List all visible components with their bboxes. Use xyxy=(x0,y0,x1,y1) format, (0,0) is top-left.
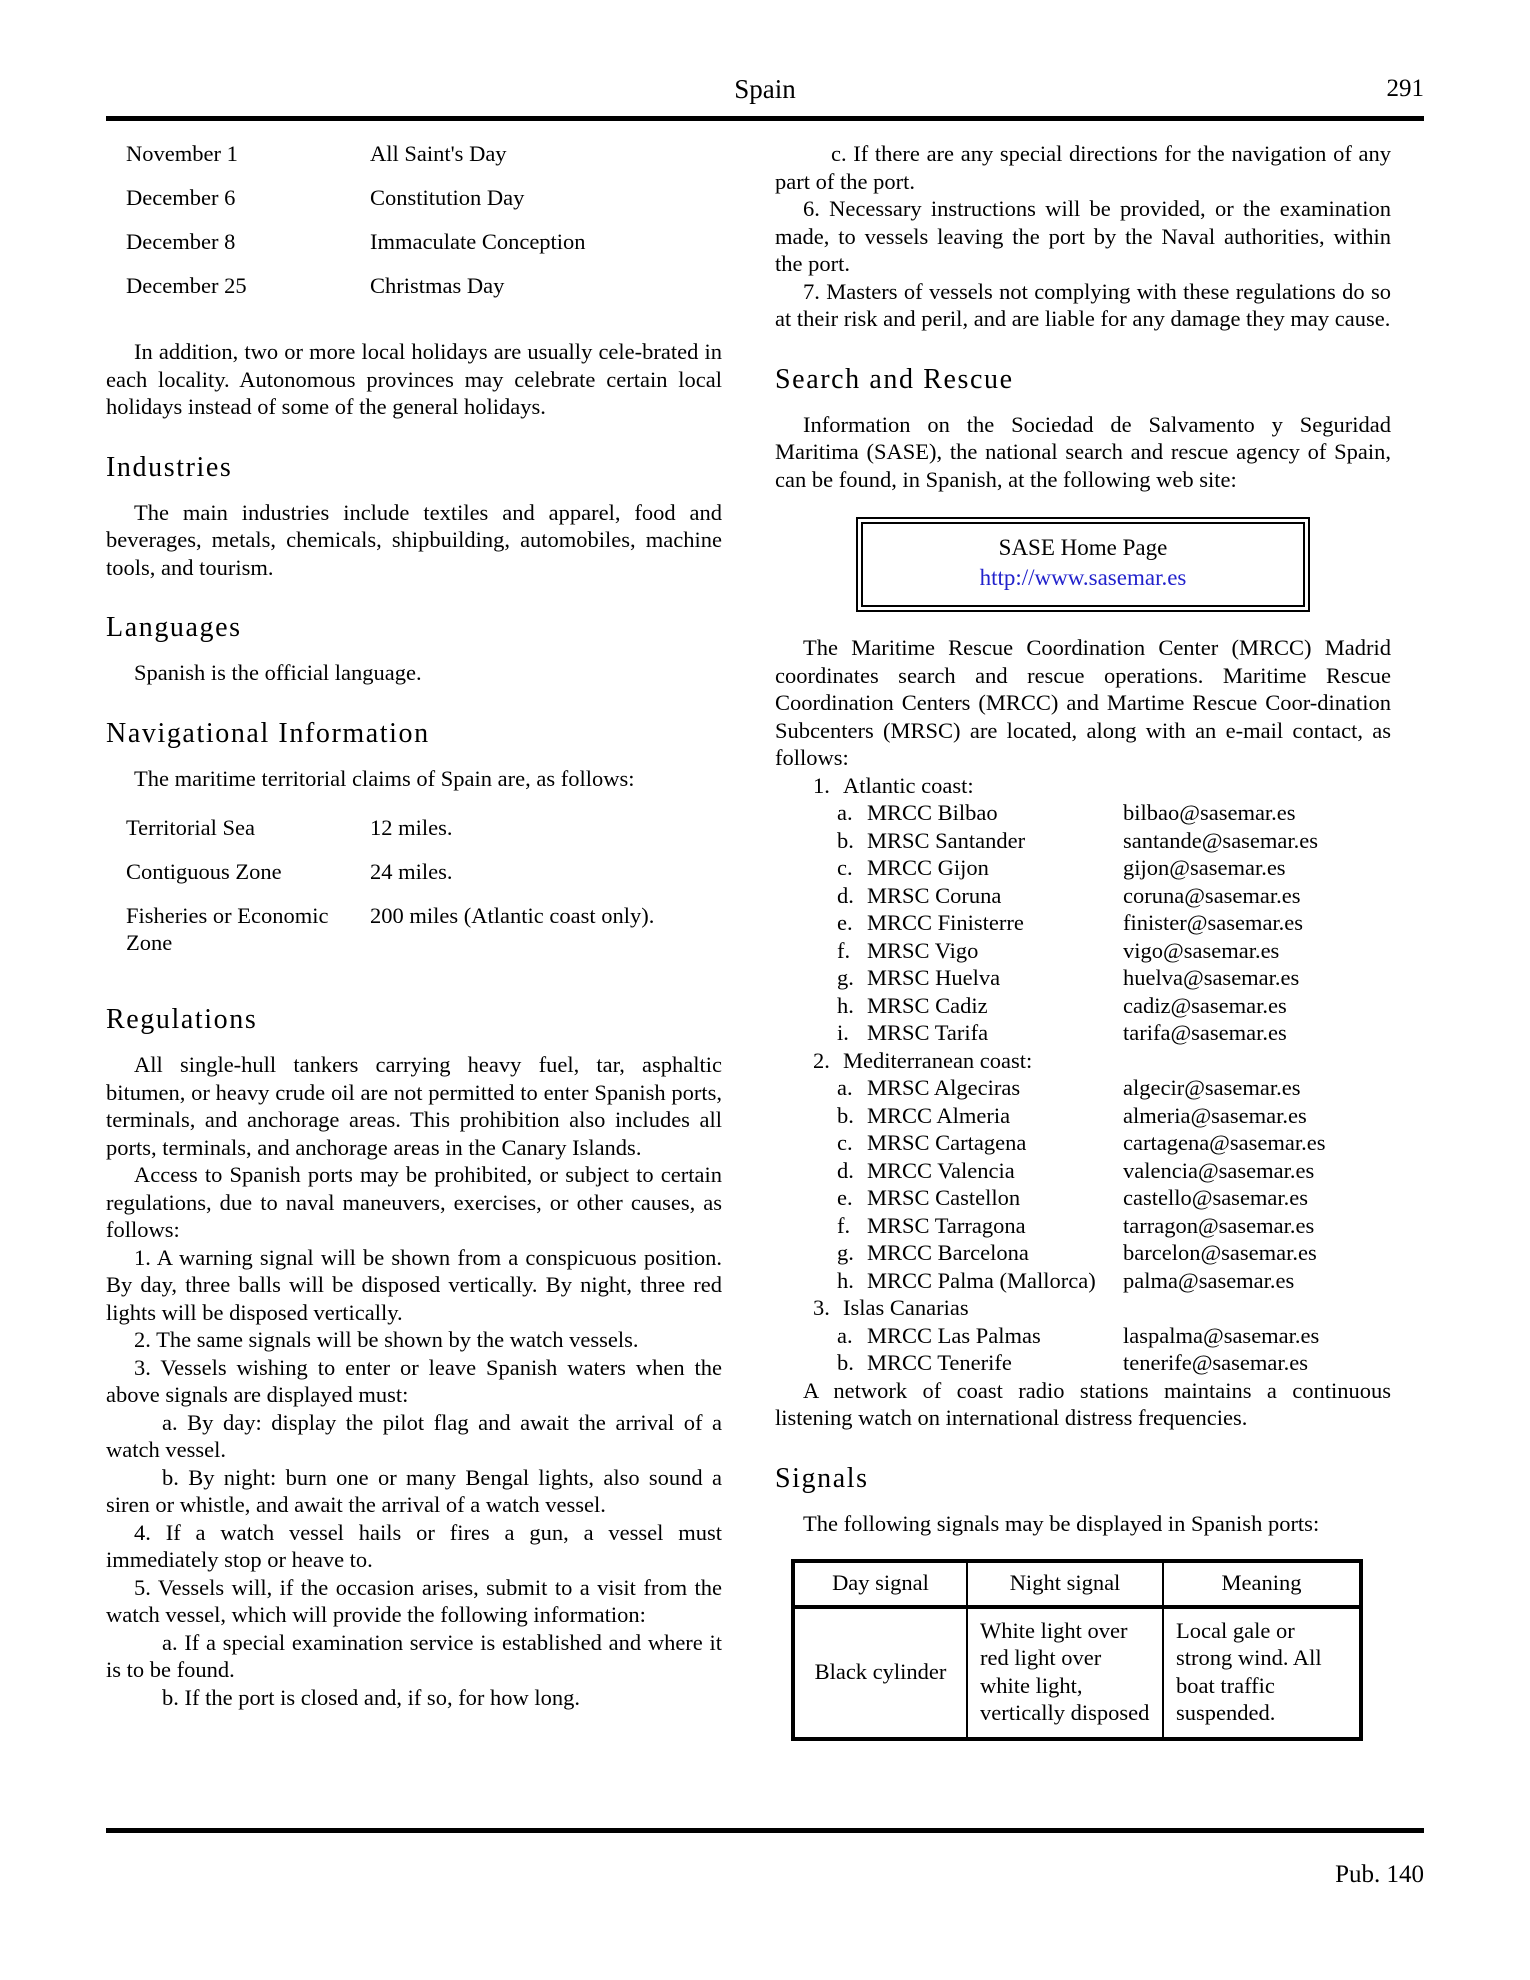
mrcc-intro-paragraph: The Maritime Rescue Coordination Center (MRCC) Madrid coordinates search and rescue operations. Maritime Rescue Coordination Centers (MRCC) and Martime Rescue Coor-dination Subcenters (MRSC) are located, along with an e-mail contact, as follows: xyxy=(775,635,1391,770)
entry-email[interactable]: cartagena@sasemar.es xyxy=(1123,1130,1326,1155)
entry-name: MRCC Valencia xyxy=(867,1157,1015,1183)
regulation-item: 6. Necessary instructions will be provided, or the examination made, to vessels leaving the port by the Naval authorities, within the port. xyxy=(775,196,1391,276)
regulation-item: 4. If a watch vessel hails or fires a gun, a vessel must immediately stop or heave to. xyxy=(106,1519,722,1572)
regulation-subitem: c. If there are any special directions for the navigation of any part of the port. xyxy=(775,141,1391,194)
group-marker: 2. xyxy=(813,1047,830,1073)
table-row xyxy=(106,184,722,228)
page-title: Spain xyxy=(734,74,796,104)
claim-value: 12 miles. xyxy=(370,815,453,840)
entry-email[interactable]: tarifa@sasemar.es xyxy=(1123,1020,1287,1045)
entry-name: MRSC Vigo xyxy=(867,937,979,963)
list-item xyxy=(775,827,1391,855)
list-item xyxy=(775,1239,1391,1267)
entry-marker: c. xyxy=(837,1130,853,1155)
industries-paragraph: The main industries include textiles and apparel, food and beverages, metals, chemicals, shipbuilding, automobiles, machine tools, and tourism. xyxy=(106,499,722,580)
list-item xyxy=(775,1212,1391,1240)
entry-marker: h. xyxy=(837,992,854,1018)
entry-email[interactable]: palma@sasemar.es xyxy=(1123,1267,1295,1293)
group-label: Mediterranean coast: xyxy=(843,1047,1033,1073)
entry-marker: a. xyxy=(837,800,853,825)
regulation-item: 2. The same signals will be shown by the watch vessels. xyxy=(134,1327,639,1352)
entry-email[interactable]: bilbao@sasemar.es xyxy=(1123,800,1296,825)
entry-email[interactable]: barcelon@sasemar.es xyxy=(1123,1240,1317,1265)
group-label: Islas Canarias xyxy=(843,1295,969,1320)
regulation-subitem: a. By day: display the pilot flag and await the arrival of a watch vessel. xyxy=(106,1409,722,1462)
list-item xyxy=(775,772,1391,800)
entry-marker: e. xyxy=(837,910,853,935)
entry-email[interactable]: vigo@sasemar.es xyxy=(1123,937,1280,963)
entry-name: MRSC Tarragona xyxy=(867,1212,1026,1238)
regulations-paragraph-2: Access to Spanish ports may be prohibited, or subject to certain regulations, due to naval maneuvers, exercises, or other causes, as follows: xyxy=(106,1162,722,1242)
entry-email[interactable]: tenerife@sasemar.es xyxy=(1123,1350,1309,1375)
list-item xyxy=(775,964,1391,992)
entry-marker: g. xyxy=(837,1240,854,1265)
entry-name: MRCC Barcelona xyxy=(867,1240,1029,1265)
regulation-item: 5. Vessels will, if the occasion arises, submit to a visit from the watch vessel, which will provide the following information: xyxy=(106,1574,722,1627)
entry-email[interactable]: valencia@sasemar.es xyxy=(1123,1157,1315,1183)
table-row xyxy=(106,272,722,316)
holiday-date: December 8 xyxy=(126,229,236,254)
entry-name: MRCC Las Palmas xyxy=(867,1322,1041,1348)
list-item xyxy=(775,1074,1391,1102)
list-item xyxy=(775,1102,1391,1130)
signals-intro: The following signals may be displayed in Spanish ports: xyxy=(803,1510,1320,1536)
rescue-contacts-list xyxy=(775,772,1391,1377)
sase-home-page-link[interactable]: http://www.sasemar.es xyxy=(979,565,1187,590)
entry-email[interactable]: gijon@sasemar.es xyxy=(1123,855,1286,880)
entry-email[interactable]: algecir@sasemar.es xyxy=(1123,1075,1301,1100)
table-row xyxy=(106,858,722,902)
list-item xyxy=(775,1322,1391,1350)
languages-paragraph: Spanish is the official language. xyxy=(134,660,422,685)
table-row xyxy=(793,1607,1361,1739)
entry-marker: b. xyxy=(837,1102,854,1128)
regulation-item: 7. Masters of vessels not complying with these regulations do so at their risk and peril, and are liable for any damage they may cause. xyxy=(775,278,1391,331)
list-item xyxy=(775,882,1391,910)
list-item xyxy=(775,1129,1391,1157)
entry-email[interactable]: almeria@sasemar.es xyxy=(1123,1102,1307,1128)
sase-box-title: SASE Home Page xyxy=(998,535,1168,560)
holiday-date: December 25 xyxy=(126,273,247,298)
list-item xyxy=(775,909,1391,937)
coast-radio-note: A network of coast radio stations maintains a continuous listening watch on international distress frequencies. xyxy=(775,1377,1391,1430)
list-item xyxy=(775,854,1391,882)
table-header-row xyxy=(793,1561,1361,1607)
entry-name: MRSC Castellon xyxy=(867,1185,1021,1210)
heading-languages: Languages xyxy=(106,612,242,643)
cell-meaning: Local gale or strong wind. All boat traffic suspended. xyxy=(1163,1607,1361,1739)
list-item xyxy=(775,1047,1391,1075)
holiday-name: Immaculate Conception xyxy=(370,229,586,254)
entry-marker: a. xyxy=(837,1075,853,1100)
claim-value: 24 miles. xyxy=(370,859,453,884)
regulation-item: 1. A warning signal will be shown from a conspicuous position. By day, three balls will be disposed vertically. By night, three red lights will be disposed vertically. xyxy=(106,1244,722,1325)
entry-name: MRSC Cartagena xyxy=(867,1130,1027,1155)
entry-marker: f. xyxy=(837,937,851,963)
table-row xyxy=(106,902,722,973)
column-header-meaning: Meaning xyxy=(1163,1561,1361,1607)
sase-box-inner-border xyxy=(861,522,1305,607)
entry-name: MRSC Cadiz xyxy=(867,992,988,1018)
entry-marker: d. xyxy=(837,1157,854,1183)
claim-name: Territorial Sea xyxy=(126,815,255,840)
maritime-claims-table xyxy=(106,814,722,973)
table-row xyxy=(106,228,722,272)
regulation-item: 3. Vessels wishing to enter or leave Spanish waters when the above signals are displayed must: xyxy=(106,1354,722,1407)
list-item xyxy=(775,937,1391,965)
heading-search-and-rescue: Search and Rescue xyxy=(775,363,1014,395)
entry-name: MRCC Bilbao xyxy=(867,800,998,825)
holiday-date: November 1 xyxy=(126,141,238,166)
list-item xyxy=(775,1157,1391,1185)
entry-name: MRSC Huelva xyxy=(867,965,1001,990)
holiday-name: Christmas Day xyxy=(370,273,505,298)
footer-rule xyxy=(106,1828,1424,1833)
cell-night-signal: White light over red light over white light, vertically disposed xyxy=(967,1607,1163,1739)
column-header-night-signal: Night signal xyxy=(967,1561,1163,1607)
entry-marker: c. xyxy=(837,855,853,880)
publication-label: Pub. 140 xyxy=(1335,1861,1424,1888)
entry-name: MRSC Algeciras xyxy=(867,1075,1021,1100)
claim-name: Fisheries or Economic Zone xyxy=(126,903,329,955)
holiday-name: All Saint's Day xyxy=(370,141,507,166)
left-column xyxy=(106,140,722,1711)
entry-email[interactable]: cadiz@sasemar.es xyxy=(1123,992,1287,1018)
right-column xyxy=(775,140,1391,1741)
entry-marker: b. xyxy=(837,1350,854,1375)
entry-name: MRSC Tarifa xyxy=(867,1020,989,1045)
entry-marker: h. xyxy=(837,1267,854,1293)
entry-email[interactable]: santande@sasemar.es xyxy=(1123,827,1319,853)
column-header-day-signal: Day signal xyxy=(793,1561,967,1607)
page-number: 291 xyxy=(1386,75,1424,102)
regulation-subitem: a. If a special examination service is established and where it is to be found. xyxy=(106,1629,722,1682)
entry-email[interactable]: castello@sasemar.es xyxy=(1123,1185,1309,1210)
list-item xyxy=(775,1294,1391,1322)
header-rule xyxy=(106,116,1424,121)
running-head xyxy=(106,74,1424,108)
entry-marker: f. xyxy=(837,1212,851,1238)
entry-email[interactable]: finister@sasemar.es xyxy=(1123,910,1304,935)
entry-marker: e. xyxy=(837,1185,853,1210)
heading-regulations: Regulations xyxy=(106,1004,258,1035)
list-item xyxy=(775,799,1391,827)
entry-marker: d. xyxy=(837,882,854,908)
entry-name: MRCC Gijon xyxy=(867,855,989,880)
regulation-subitem: b. If the port is closed and, if so, for how long. xyxy=(162,1684,581,1710)
group-marker: 1. xyxy=(813,772,830,798)
nav-info-intro: The maritime territorial claims of Spain are, as follows: xyxy=(134,765,635,791)
holiday-date: December 6 xyxy=(126,185,236,210)
entry-marker: g. xyxy=(837,965,854,990)
entry-email[interactable]: huelva@sasemar.es xyxy=(1123,965,1300,990)
list-item xyxy=(775,1267,1391,1295)
entry-name: MRCC Finisterre xyxy=(867,910,1024,935)
holidays-note: In addition, two or more local holidays are usually cele-brated in each locality. Autonomous provinces may celebrate certain local holidays instead of some of the general holidays. xyxy=(106,339,722,419)
heading-industries: Industries xyxy=(106,451,233,483)
entry-marker: b. xyxy=(837,827,854,853)
regulation-subitem: b. By night: burn one or many Bengal lights, also sound a siren or whistle, and await the arrival of a watch vessel. xyxy=(106,1464,722,1517)
heading-signals: Signals xyxy=(775,1462,869,1494)
entry-email[interactable]: tarragon@sasemar.es xyxy=(1123,1212,1315,1238)
entry-name: MRSC Santander xyxy=(867,827,1026,853)
entry-email[interactable]: laspalma@sasemar.es xyxy=(1123,1322,1320,1348)
regulations-paragraph-1: All single-hull tankers carrying heavy fuel, tar, asphaltic bitumen, or heavy crude oil are not permitted to enter Spanish ports, terminals, and anchorage areas. This prohibition also includes all ports, terminals, and anchorage areas in the Canary Islands. xyxy=(106,1052,722,1160)
entry-marker: a. xyxy=(837,1322,853,1348)
group-marker: 3. xyxy=(813,1295,830,1320)
holidays-table xyxy=(106,140,722,316)
entry-name: MRCC Tenerife xyxy=(867,1350,1012,1375)
group-label: Atlantic coast: xyxy=(843,772,974,798)
list-item xyxy=(775,1349,1391,1377)
list-item xyxy=(775,1184,1391,1212)
entry-name: MRSC Coruna xyxy=(867,882,1002,908)
table-row xyxy=(106,814,722,858)
entry-name: MRCC Palma (Mallorca) xyxy=(867,1267,1096,1293)
heading-navigational-information: Navigational Information xyxy=(106,717,430,749)
sase-box-outer-border xyxy=(856,517,1310,612)
entry-marker: i. xyxy=(837,1020,849,1045)
entry-name: MRCC Almeria xyxy=(867,1102,1011,1128)
claim-value: 200 miles (Atlantic coast only). xyxy=(370,903,655,928)
list-item xyxy=(775,992,1391,1020)
holiday-name: Constitution Day xyxy=(370,185,525,210)
signals-table xyxy=(791,1559,1363,1741)
entry-email[interactable]: coruna@sasemar.es xyxy=(1123,882,1301,908)
claim-name: Contiguous Zone xyxy=(126,859,282,884)
search-rescue-intro: Information on the Sociedad de Salvamento y Seguridad Maritima (SASE), the national search and rescue agency of Spain, can be found, in Spanish, at the following web site: xyxy=(775,411,1391,492)
table-row xyxy=(106,140,722,184)
cell-day-signal: Black cylinder xyxy=(793,1607,967,1739)
sase-home-page-box xyxy=(775,517,1391,612)
list-item xyxy=(775,1019,1391,1047)
